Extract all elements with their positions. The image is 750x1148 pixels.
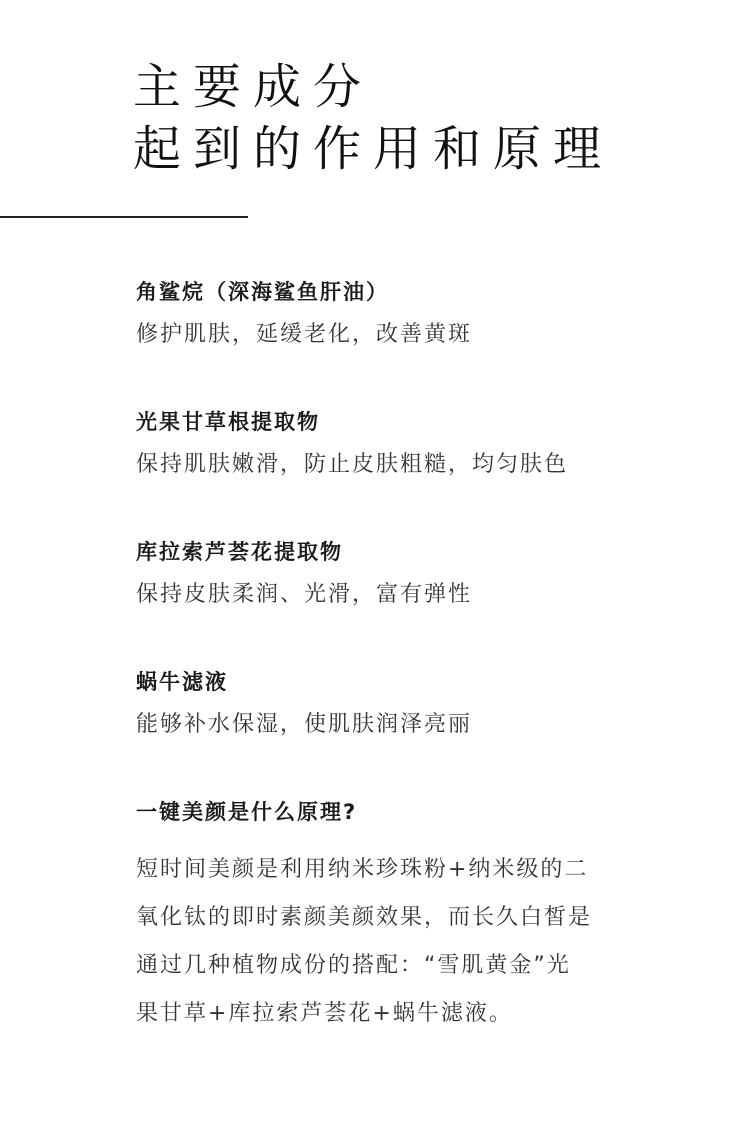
title-divider: [0, 216, 248, 218]
principle-line: 通过几种植物成份的搭配：“雪肌黄金”光: [136, 953, 571, 978]
ingredient-description: 修护肌肤，延缓老化，改善黄斑: [136, 322, 473, 347]
page-title-line-2: 起到的作用和原理: [133, 121, 614, 177]
ingredients-list: [136, 276, 676, 1038]
ingredient-aloe-extract: [136, 536, 676, 610]
principle-section: [136, 796, 676, 1038]
ingredient-snail-filtrate: [136, 666, 676, 740]
ingredient-description: 能够补水保湿，使肌肤润泽亮丽: [136, 712, 473, 737]
page-title-line-1: 主要成分: [133, 59, 374, 115]
principle-body: [136, 846, 676, 1038]
principle-line: 果甘草+库拉索芦荟花+蜗牛滤液。: [136, 1001, 513, 1026]
ingredient-squalane: [136, 276, 676, 350]
ingredient-title: 库拉索芦荟花提取物: [136, 540, 343, 564]
ingredient-title: 蜗牛滤液: [136, 670, 228, 694]
page-title: [133, 56, 613, 180]
principle-line: 短时间美颜是利用纳米珍珠粉+纳米级的二: [136, 857, 589, 882]
ingredient-description: 保持肌肤嫩滑，防止皮肤粗糙，均匀肤色: [136, 452, 569, 477]
ingredient-description: 保持皮肤柔润、光滑，富有弹性: [136, 582, 473, 607]
ingredient-title: 角鲨烷（深海鲨鱼肝油）: [136, 280, 389, 304]
ingredient-licorice-extract: [136, 406, 676, 480]
principle-title: 一键美颜是什么原理?: [136, 800, 358, 824]
principle-line: 氧化钛的即时素颜美颜效果，而长久白皙是: [136, 905, 593, 930]
ingredient-title: 光果甘草根提取物: [136, 410, 320, 434]
